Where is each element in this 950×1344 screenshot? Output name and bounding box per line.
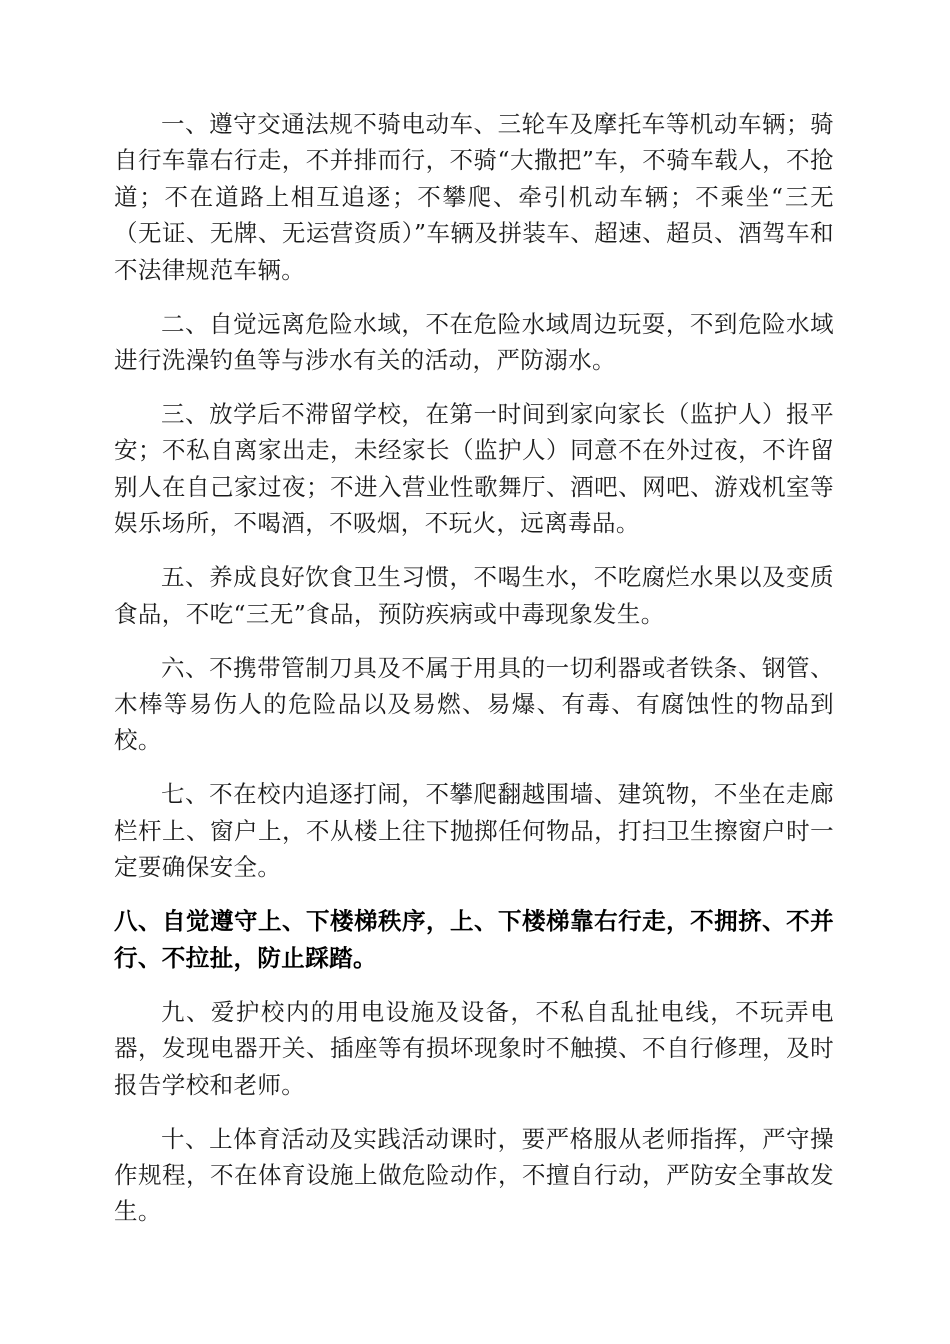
paragraph-8-stairs-order: 八、自觉遵守上、下楼梯秩序，上、下楼梯靠右行走，不拥挤、不并行、不拉扯，防止踩踏。 [114,907,834,972]
paragraph-7-campus-behavior: 七、不在校内追逐打闹，不攀爬翻越围墙、建筑物，不坐在走廊栏杆上、窗户上，不从楼上往下抛掷任何物品，打扫卫生擦窗户时一定要确保安全。 [114,780,834,882]
paragraph-1-traffic-rules: 一、遵守交通法规不骑电动车、三轮车及摩托车等机动车辆；骑自行车靠右行走，不并排而行，不骑“大撒把”车，不骑车载人，不抢道；不在道路上相互追逐；不攀爬、牵引机动车辆；不乘坐“三无（无证、无牌、无运营资质）”车辆及拼装车、超速、超员、酒驾车和不法律规范车辆。 [114,110,834,284]
paragraph-10-sports-safety: 十、上体育活动及实践活动课时，要严格服从老师指挥，严守操作规程，不在体育设施上做危险动作，不擅自行动，严防安全事故发生。 [114,1124,834,1226]
paragraph-2-water-safety: 二、自觉远离危险水域，不在危险水域周边玩耍，不到危险水域进行洗澡钓鱼等与涉水有关的活动，严防溺水。 [114,309,834,375]
paragraph-9-electrical-safety: 九、爱护校内的用电设施及设备，不私自乱扯电线，不玩弄电器，发现电器开关、插座等有损坏现象时不触摸、不自行修理，及时报告学校和老师。 [114,997,834,1099]
paragraph-5-food-hygiene: 五、养成良好饮食卫生习惯，不喝生水，不吃腐烂水果以及变质食品，不吃“三无”食品，预防疾病或中毒现象发生。 [114,563,834,628]
paragraph-3-after-school: 三、放学后不滞留学校，在第一时间到家向家长（监护人）报平安；不私自离家出走，未经家长（监护人）同意不在外过夜，不许留别人在自己家过夜；不进入营业性歌舞厅、酒吧、网吧、游戏机室等娱乐场所，不喝酒，不吸烟，不玩火，远离毒品。 [114,400,834,538]
paragraph-6-dangerous-items: 六、不携带管制刀具及不属于用具的一切利器或者铁条、钢管、木棒等易伤人的危险品以及易燃、易爆、有毒、有腐蚀性的物品到校。 [114,653,834,755]
document-body [114,106,834,1247]
